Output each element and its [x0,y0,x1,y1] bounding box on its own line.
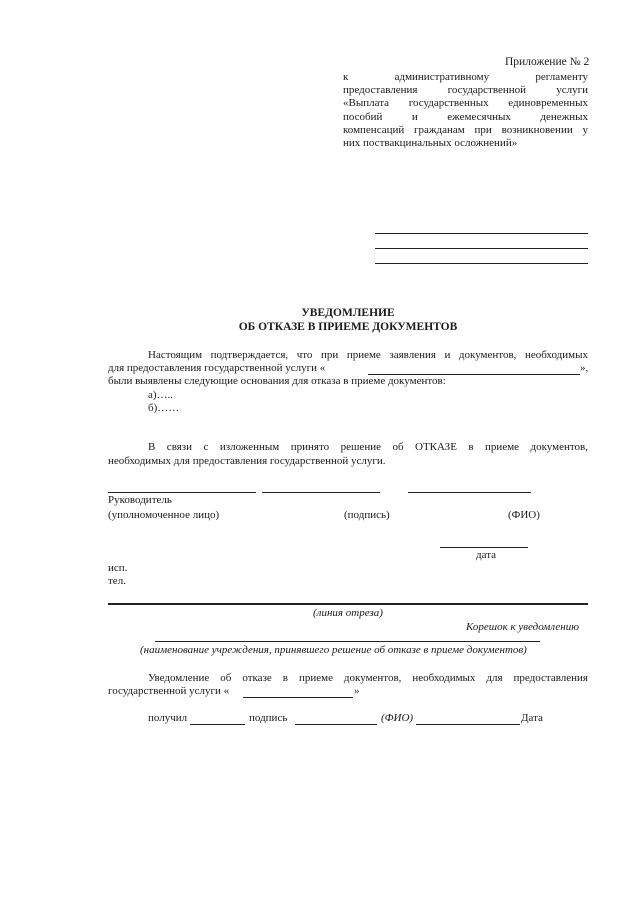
date-label: дата [476,549,497,561]
appendix-line: пособий и ежемесячных денежных [343,110,588,123]
title-line-2: ОБ ОТКАЗЕ В ПРИЕМЕ ДОКУМЕНТОВ [238,321,458,333]
stub-service-blank [243,697,353,698]
document-title [108,306,588,334]
head-label: Руководитель [108,494,172,506]
stub-title: Корешок к уведомлению [466,621,579,633]
fio-line [408,492,531,493]
title-line-1: УВЕДОМЛЕНИЕ [301,307,395,319]
paragraph-1-line-1: Настоящим подтверждается, что при приеме заявления и документов, необходимых [148,349,588,361]
head-signature-line [108,492,256,493]
signature-label: (подпись) [344,509,390,521]
paragraph-2-line-2: необходимых для предоставления государственной услуги. [108,455,386,467]
stub-sign-blank [295,724,377,725]
institution-line [155,641,540,642]
stub-text-line-1: Уведомление об отказе в приеме документов, необходимых для предоставления [148,672,588,684]
reason-b: б)…… [148,402,180,414]
cut-line [108,603,588,605]
paragraph-1-line-3: были выявлены следующие основания для отказа в приеме документов: [108,375,446,387]
stub-fio-label: (ФИО) [381,712,414,724]
fio-label: (ФИО) [508,509,540,521]
stub-fio-blank [416,724,520,725]
paragraph-1-line-2 [108,362,588,374]
phone-label: тел. [108,575,126,587]
stub-date-label: Дата [521,712,543,724]
received-blank [190,724,245,725]
appendix-line: компенсаций гражданам при возникновении у [343,123,588,136]
cut-line-label: (линия отреза) [313,607,383,619]
addressee-line [375,248,588,249]
reason-a: а)….. [148,389,174,401]
addressee-line [375,233,588,234]
service-prefix: для предоставления государственной услуги « [108,362,326,374]
signature-line [262,492,380,493]
appendix-text [343,71,588,150]
appendix-line: предоставления государственной услуги [343,84,588,97]
appendix-number: Приложение № 2 [505,56,590,68]
institution-label: (наименование учреждения, принявшего решение об отказе в приеме документов) [140,644,527,656]
appendix-line: к административному регламенту [343,71,588,83]
stub-service-prefix: государственной услуги « [108,685,230,697]
addressee-line [375,263,588,264]
service-suffix: », [580,362,589,374]
executor-label: исп. [108,562,128,574]
date-line [440,547,528,548]
stub-sign-label: подпись [249,712,288,724]
stub-service-suffix: » [354,685,360,697]
received-label: получил [148,712,188,724]
authorized-person-label: (уполномоченное лицо) [108,509,220,521]
paragraph-2-line-1: В связи с изложенным принято решение об ОТКАЗЕ в приеме документов, [148,441,588,453]
appendix-line: «Выплата государственных единовременных [343,97,588,110]
appendix-line: них поствакцинальных осложнений» [343,137,518,150]
